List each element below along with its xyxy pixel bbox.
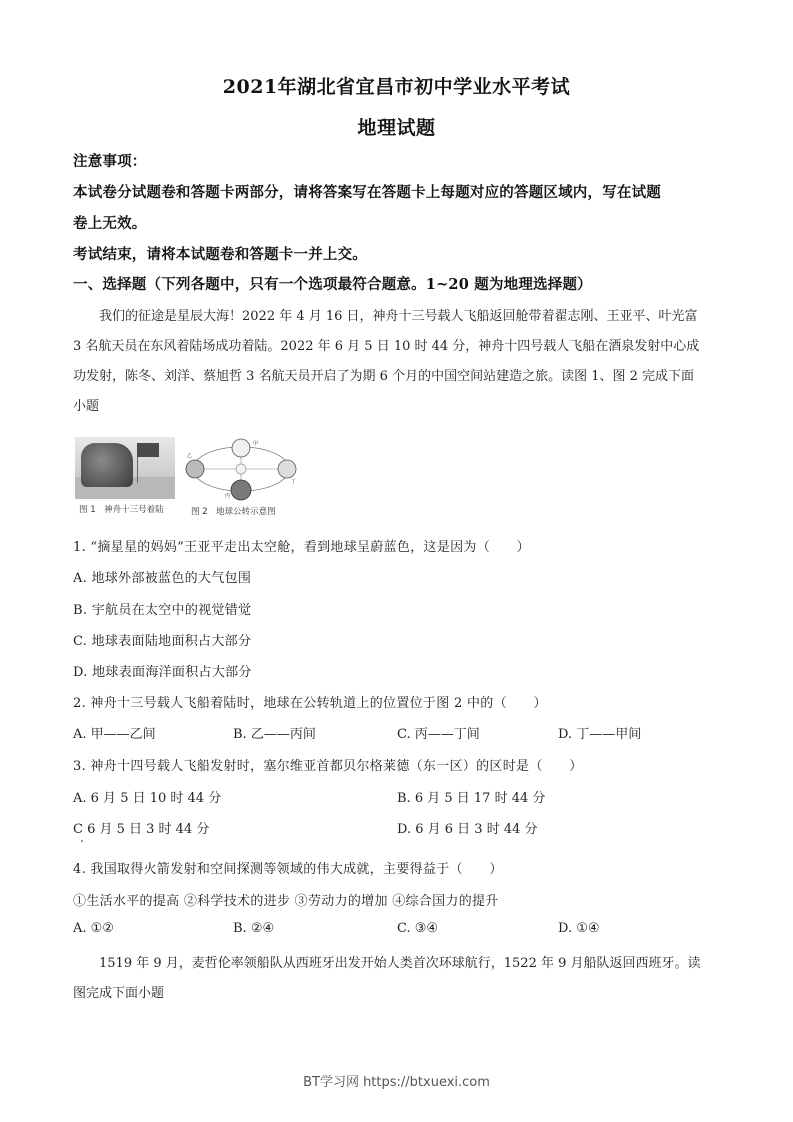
passage-line: 图完成下面小题 [73,986,165,1001]
figure-2-caption: 图 2 地球公转示意图 [191,507,276,517]
svg-text:丙: 丙 [225,493,231,499]
question-3-option-c: C 6 月 5 日 3 时 44 分 [73,822,210,837]
question-2-option-d: D. 丁——甲间 [558,727,642,742]
question-1-option-a: A. 地球外部被蓝色的大气包围 [73,571,252,586]
exam-subtitle: 地理试题 [357,117,436,139]
question-4-option-c: C. ③④ [397,921,439,936]
section-heading: 一、选择题（下列各题中，只有一个选项最符合题意。1~20 题为地理选择题） [73,276,592,293]
question-3-option-b: B. 6 月 5 日 17 时 44 分 [397,791,546,806]
figure-2-orbit-diagram [181,437,299,501]
question-4-statements: ①生活水平的提高 ②科学技术的进步 ③劳动力的增加 ④综合国力的提升 [73,894,499,909]
svg-text:乙: 乙 [187,453,193,459]
exam-title: 2021年湖北省宜昌市初中学业水平考试 [222,76,571,98]
notice-heading: 注意事项： [73,153,147,170]
question-4-stem: 4. 我国取得火箭发射和空间探测等领域的伟大成就，主要得益于（ ） [73,862,503,877]
flag-icon [137,443,159,457]
notice-line: 卷上无效。 [73,215,147,232]
figure-1-landing-photo [75,437,175,499]
question-1-option-d: D. 地球表面海洋面积占大部分 [73,665,252,680]
passage-line: 3 名航天员在东风着陆场成功着陆。2022 年 6 月 5 日 10 时 44 分，神舟十四号载人飞船在酒泉发射中心成 [73,339,700,354]
question-4-option-a: A. ①② [73,921,114,936]
question-1-option-c: C. 地球表面陆地面积占大部分 [73,634,252,649]
passage-intro [73,302,723,422]
passage-line: 小题 [73,399,100,414]
svg-text:丁: 丁 [291,479,297,485]
passage-line: 功发射，陈冬、刘洋、蔡旭哲 3 名航天员开启了为期 6 个月的中国空间站建造之旅。读图 1、图 2 完成下面 [73,369,695,384]
sun-icon [236,464,246,474]
earth-left-icon [186,460,204,478]
notice-line: 本试卷分试题卷和答题卡两部分，请将答案写在答题卡上每题对应的答题区域内，写在试题 [73,184,661,201]
passage-line: 1519 年 9 月，麦哲伦率领船队从西班牙出发开始人类首次环球航行，1522 年 9 月船队返回西班牙。读 [99,956,701,971]
question-2-option-a: A. 甲——乙间 [73,727,156,742]
question-4-option-b: B. ②④ [233,921,275,936]
earth-right-icon [278,460,296,478]
question-3-option-a: A. 6 月 5 日 10 时 44 分 [73,791,222,806]
earth-bottom-icon [231,480,251,500]
notice-line: 考试结束，请将本试题卷和答题卡一并上交。 [73,246,367,263]
stray-mark [81,840,83,842]
earth-top-icon [232,439,250,457]
question-2-stem: 2. 神舟十三号载人飞船着陆时，地球在公转轨道上的位置位于图 2 中的（ ） [73,696,547,711]
passage-magellan [73,949,723,1009]
question-4-option-d: D. ①④ [558,921,600,936]
passage-line: 我们的征途是星辰大海！2022 年 4 月 16 日，神舟十三号载人飞船返回舱带着翟志刚、王亚平、叶光富 [99,309,698,324]
question-2-option-b: B. 乙——丙间 [233,727,316,742]
question-1-stem: 1. “摘星星的妈妈”王亚平走出太空舱，看到地球呈蔚蓝色，这是因为（ ） [73,540,530,555]
figure-1-caption: 图 1 神舟十三号着陆 [79,505,164,515]
question-1-option-b: B. 宇航员在太空中的视觉错觉 [73,603,252,618]
figures-block [75,437,295,517]
question-3-option-d: D. 6 月 6 日 3 时 44 分 [397,822,538,837]
question-2-option-c: C. 丙——丁间 [397,727,480,742]
question-3-stem: 3. 神舟十四号载人飞船发射时，塞尔维亚首都贝尔格莱德（东一区）的区时是（ ） [73,759,583,774]
footer-watermark: BT学习网 https://btxuexi.com [303,1075,490,1090]
svg-text:甲: 甲 [253,441,259,447]
capsule-image [81,443,133,487]
